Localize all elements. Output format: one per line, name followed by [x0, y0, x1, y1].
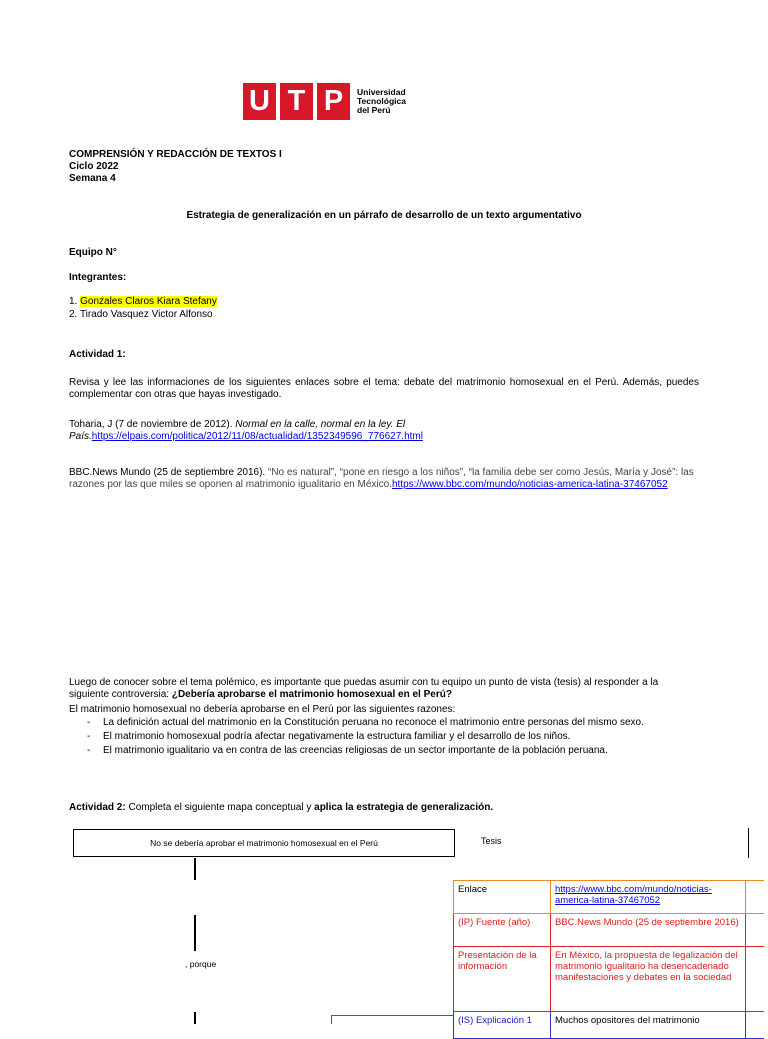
document-title: Estrategia de generalización en un párrafo de desarrollo de un texto argumentativo: [186, 210, 582, 221]
connector-line-1: [194, 858, 196, 880]
activity-2-instruction: Actividad 2: Completa el siguiente mapa conceptual y aplica la estrategia de generalización.: [69, 802, 494, 813]
row-label: (IP) Fuente (año): [454, 914, 551, 947]
member-1: 1. Gonzales Claros Kiara Stefany: [69, 296, 217, 307]
logo-letter-t: T: [280, 83, 313, 120]
logo-letter-p: P: [317, 83, 350, 120]
connector-red-vertical: [331, 1015, 332, 1024]
reason-2: - El matrimonio homosexual podría afectar negativamente la estructura familiar y el desarrollo de los niños.: [69, 730, 669, 744]
team-stance: El matrimonio homosexual no debería aprobarse en el Perú por las siguientes razones:: [69, 704, 456, 715]
reference-2-link[interactable]: https://www.bbc.com/mundo/noticias-america-latina-37467052: [391, 479, 668, 490]
course-cycle: Ciclo 2022: [69, 161, 119, 172]
controversy-intro: Luego de conocer sobre el tema polémico, es importante que puedas asumir con tu equipo un punto de vista (tesis) al responder a la siguiente controversia: ¿Debería aprobarse el matrimonio homosexual en el Perú?: [69, 677, 659, 700]
utp-logo: [243, 83, 406, 120]
reasons-list: [69, 716, 669, 758]
source-info-table: [453, 880, 764, 1039]
row-value: Muchos opositores del matrimonio: [551, 1012, 746, 1039]
table-row-fuente: [454, 914, 765, 947]
logo-university-name: Universidad Tecnológica del Perú: [357, 87, 406, 115]
team-number-label: Equipo N°: [69, 247, 117, 258]
connector-red-line: [331, 1015, 453, 1016]
row-label: (IS) Explicación 1: [454, 1012, 551, 1039]
activity-1-intro: Revisa y lee las informaciones de los siguientes enlaces sobre el tema: debate del matrimonio homosexual en el Perú. Además, puedes complementar con otras que hayas investigado.: [69, 377, 699, 400]
row-value: BBC.News Mundo (25 de septiembre 2016): [551, 914, 746, 947]
activity-2-title: Actividad 2:: [69, 802, 126, 813]
table-row-enlace: [454, 881, 765, 914]
map-divider-right: [748, 828, 749, 858]
thesis-text: No se debería aprobar el matrimonio homosexual en el Perú: [150, 838, 378, 848]
course-name: COMPRENSIÓN Y REDACCIÓN DE TEXTOS I: [69, 149, 282, 160]
table-row-explicacion: [454, 1012, 765, 1039]
reference-1: Toharia, J (7 de noviembre de 2012). Normal en la calle, normal en la ley. El País.https://elpais.com/politica/2012/11/08/actualidad/1352349596_776627.html: [69, 419, 423, 442]
logo-letter-u: U: [243, 83, 276, 120]
row-label: Enlace: [454, 881, 551, 914]
member-2-name: Tirado Vasquez Victor Alfonso: [79, 309, 213, 320]
course-week: Semana 4: [69, 173, 116, 184]
thesis-label: Tesis: [481, 836, 502, 846]
thesis-box[interactable]: [73, 829, 455, 857]
member-2: 2. Tirado Vasquez Victor Alfonso: [69, 309, 213, 320]
connector-line-2: [194, 915, 196, 951]
controversy-question: ¿Debería aprobarse el matrimonio homosexual en el Perú?: [171, 689, 452, 700]
reference-2: BBC.News Mundo (25 de septiembre 2016). “No es natural”, “pone en riesgo a los niños”, “la familia debe ser como Jesús, María y José”: las razones por las que miles se oponen al matrimonio igualitario en México.https://www.bbc.com/mundo/noticias-america-latina-37467052: [69, 467, 694, 490]
porque-label: , porque: [185, 959, 217, 969]
course-header: [69, 149, 282, 185]
source-link[interactable]: https://www.bbc.com/mundo/noticias-america-latina-37467052: [555, 884, 712, 906]
activity-1-title: Actividad 1:: [69, 349, 126, 360]
reason-1: - La definición actual del matrimonio en la Constitución peruana no reconoce el matrimonio entre personas del mismo sexo.: [69, 716, 669, 730]
member-1-name: Gonzales Claros Kiara Stefany: [80, 296, 217, 307]
row-label: Presentación de la información: [454, 947, 551, 1012]
reference-1-link[interactable]: https://elpais.com/politica/2012/11/08/actualidad/1352349596_776627.html: [91, 431, 423, 442]
table-row-presentacion: [454, 947, 765, 1012]
row-value: En México, la propuesta de legalización del matrimonio igualitario ha desencadenado manifestaciones y debates en la sociedad: [551, 947, 746, 1012]
connector-line-3: [194, 1012, 196, 1024]
reason-3: - El matrimonio igualitario va en contra de las creencias religiosas de un sector importante de la población peruana.: [69, 744, 669, 758]
members-label: Integrantes:: [69, 272, 127, 283]
